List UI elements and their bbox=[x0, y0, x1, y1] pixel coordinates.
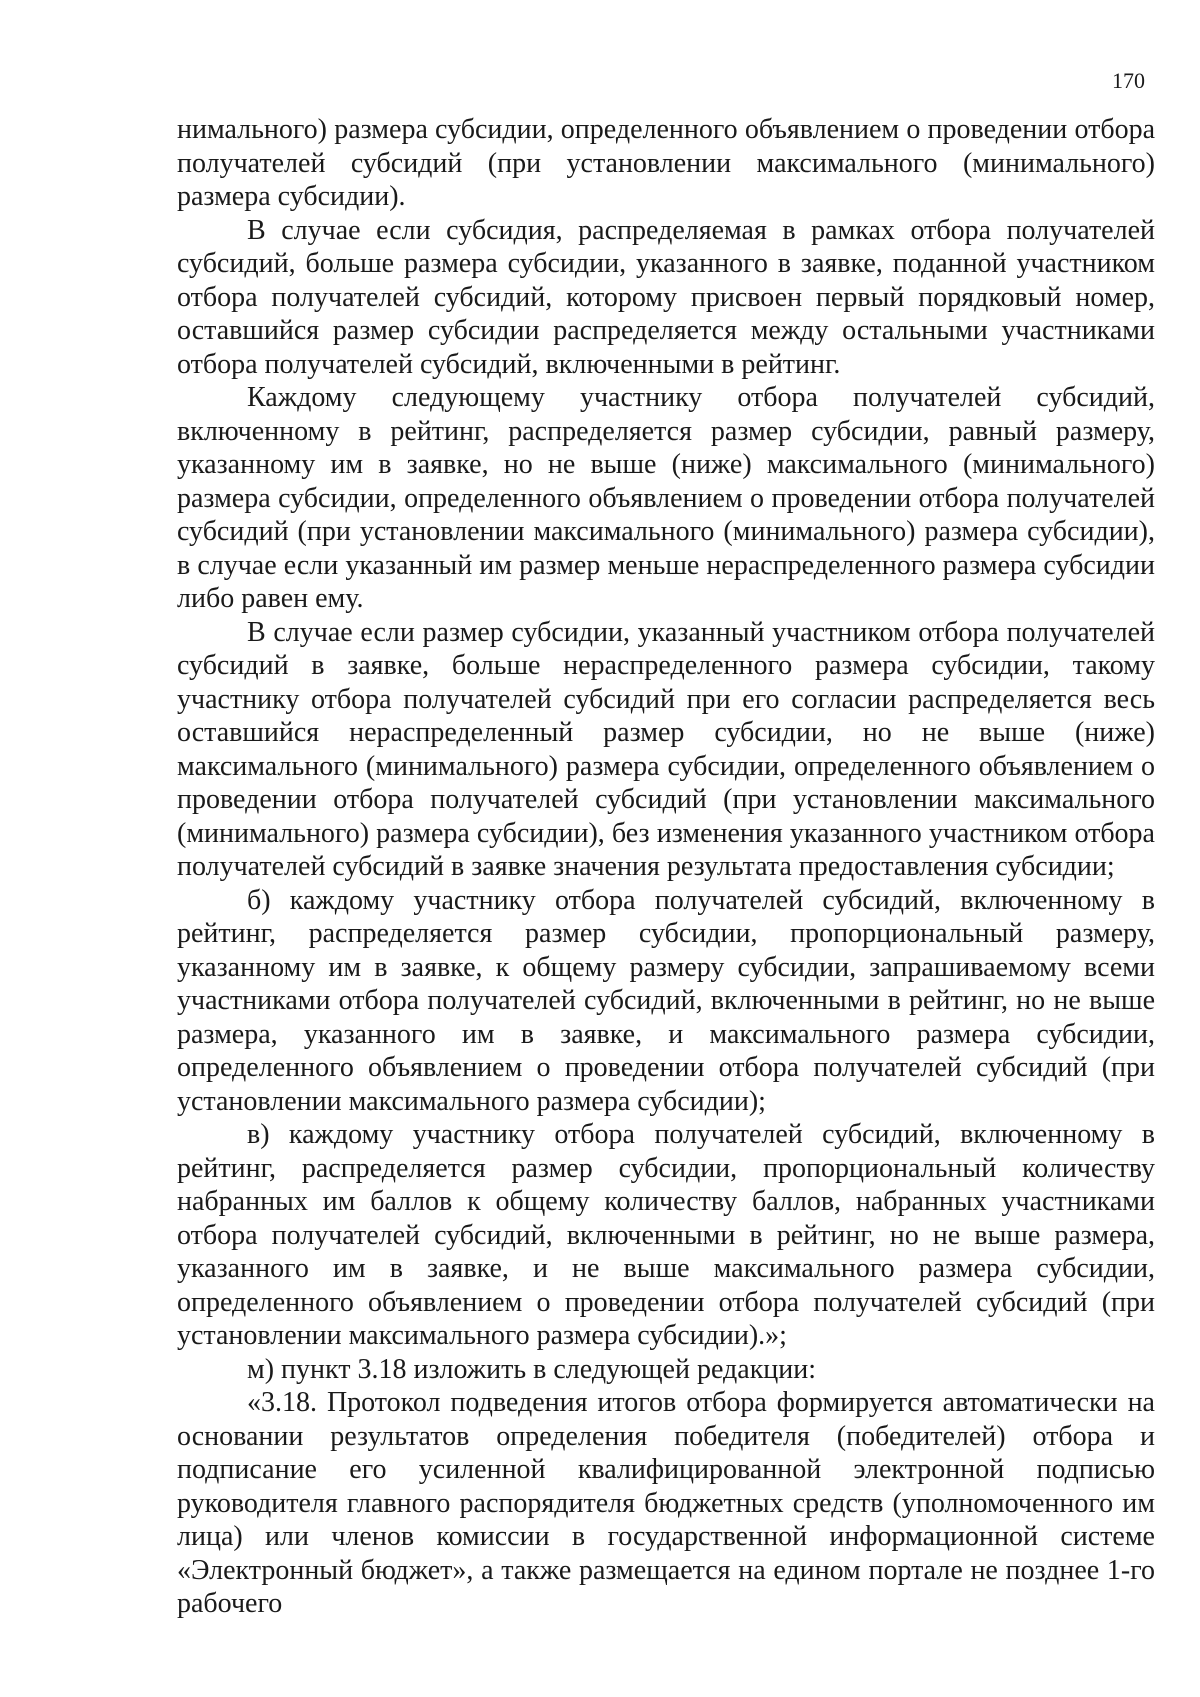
paragraph: В случае если субсидия, распределяемая в рамках отбора получателей субсидий, больше размера субсидии, указанного в заявке, поданной участником отбора получателей субсидий, которому присвоен первый порядковый номер, оставшийся размер субсидии распределяется между остальными участниками отбора получателей субсидий, включенными в рейтинг. bbox=[177, 214, 1155, 380]
paragraph: нимального) размера субсидии, определенного объявлением о проведении отбора получателей субсидий (при установлении максимального (минимального) размера субсидии). bbox=[177, 114, 1155, 212]
paragraph: В случае если размер субсидии, указанный участником отбора получателей субсидий в заявке, больше нераспределенного размера субсидии, такому участнику отбора получателей субсидий при его согласии распределяется весь оставшийся нераспределенный размер субсидии, но не выше (ниже) максимального (минимального) размера субсидии, определенного объявлением о проведении отбора получателей субсидий (при установлении максимального (минимального) размера субсидии), без изменения указанного участником отбора получателей субсидий в заявке значения результата предоставления субсидии; bbox=[177, 616, 1155, 882]
document-body bbox=[177, 113, 1155, 1621]
paragraph: Каждому следующему участнику отбора получателей субсидий, включенному в рейтинг, распределяется размер субсидии, равный размеру, указанному им в заявке, но не выше (ниже) максимального (минимального) размера субсидии, определенного объявлением о проведении отбора получателей субсидий (при установлении максимального (минимального) размера субсидии), в случае если указанный им размер меньше нераспределенного размера субсидии либо равен ему. bbox=[177, 382, 1155, 614]
paragraph: б) каждому участнику отбора получателей субсидий, включенному в рейтинг, распределяется размер субсидии, пропорциональный размеру, указанному им в заявке, к общему размеру субсидии, запрашиваемому всеми участниками отбора получателей субсидий, включенными в рейтинг, но не выше размера, указанного им в заявке, и максимального размера субсидии, определенного объявлением о проведении отбора получателей субсидий (при установлении максимального размера субсидии); bbox=[177, 884, 1155, 1117]
paragraph: «3.18. Протокол подведения итогов отбора формируется автоматически на основании результатов определения победителя (победителей) отбора и подписание его усиленной квалифицированной электронной подписью руководителя главного распорядителя бюджетных средств (уполномоченного им лица) или членов комиссии в государственной информационной системе «Электронный бюджет», а также размещается на едином портале не позднее 1-го рабочего bbox=[177, 1387, 1155, 1619]
page-number: 170 bbox=[1112, 68, 1145, 93]
paragraph: в) каждому участнику отбора получателей субсидий, включенному в рейтинг, распределяется размер субсидии, пропорциональный количеству набранных им баллов к общему количеству баллов, набранных участниками отбора получателей субсидий, включенными в рейтинг, но не выше размера, указанного им в заявке, и не выше максимального размера субсидии, определенного объявлением о проведении отбора получателей субсидий (при установлении максимального размера субсидии).»; bbox=[177, 1119, 1155, 1351]
paragraph: м) пункт 3.18 изложить в следующей редакции: bbox=[247, 1353, 817, 1385]
